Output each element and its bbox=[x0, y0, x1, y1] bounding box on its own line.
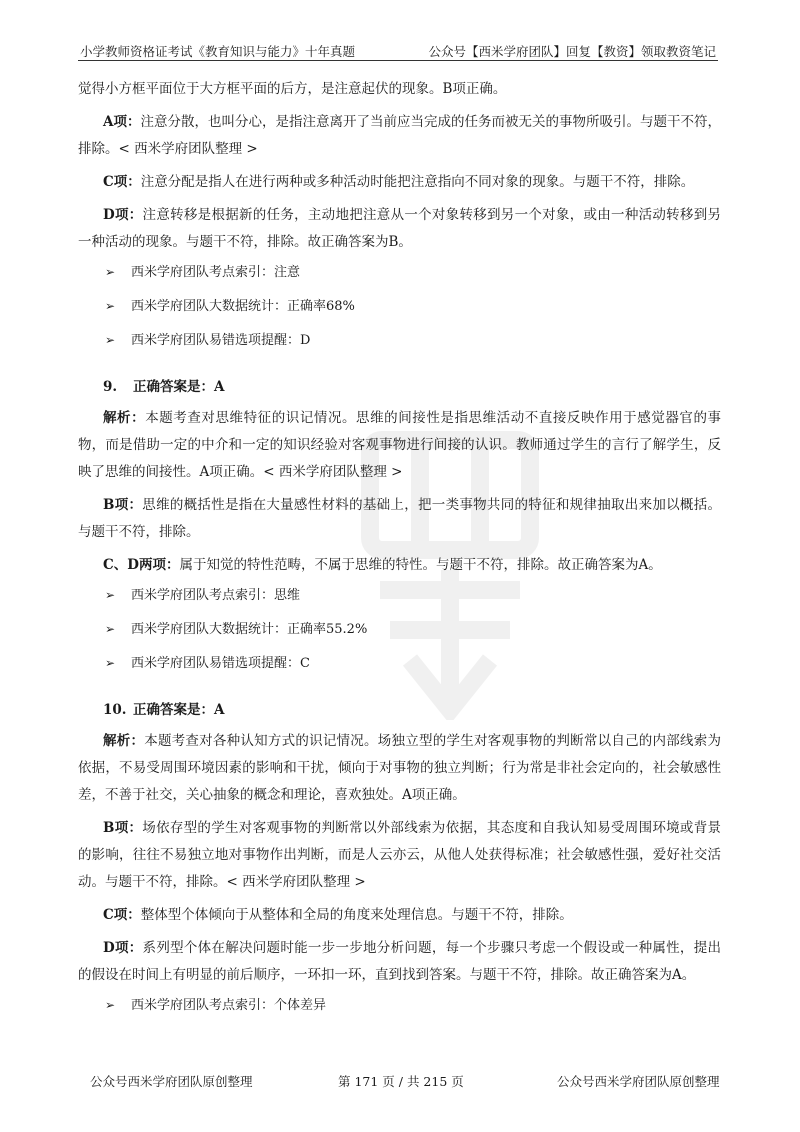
page-header bbox=[78, 40, 718, 61]
page-footer bbox=[0, 1072, 800, 1092]
continuation-paragraph: 觉得小方框平面位于大方框平面的后方，是注意起伏的现象。B项正确。 bbox=[78, 81, 507, 97]
q9-option-b: B项：思维的概括性是指在大量感性材料的基础上，把一类事物共同的特征和规律抽取出来加以概括。与题干不符，排除。 bbox=[78, 497, 722, 540]
question-10-heading: 10. 正确答案是：A bbox=[103, 702, 225, 718]
list-item: ➢ 西米学府团队考点索引：思维 bbox=[105, 585, 721, 606]
q9-option-cd: C、D两项：属于知觉的特性范畴，不属于思维的特性。与题干不符，排除。故正确答案为A。 bbox=[103, 557, 662, 573]
option-a-explanation: A项：注意分散，也叫分心，是指注意离开了当前应当完成的任务而被无关的事物所吸引。与题干不符，排除。< 西米学府团队整理 > bbox=[78, 114, 721, 157]
list-item: ➢ 西米学府团队考点索引：注意 bbox=[105, 262, 721, 283]
arrow-bullet-icon: ➢ bbox=[105, 333, 116, 347]
arrow-bullet-icon: ➢ bbox=[105, 622, 116, 636]
page-content bbox=[78, 76, 721, 1029]
header-title: 小学教师资格证考试《教育知识与能力》十年真题 bbox=[80, 44, 356, 59]
q9-analysis: 解析：本题考查对思维特征的识记情况。思维的间接性是指思维活动不直接反映作用于感觉器官的事物，而是借助一定的中介和一定的知识经验对客观事物进行间接的认识。教师通过学生的言行了解学生，反映了思维的间接性。A项正确。< 西米学府团队整理 > bbox=[78, 410, 722, 480]
list-item: ➢ 西米学府团队考点索引：个体差异 bbox=[105, 995, 721, 1016]
arrow-bullet-icon: ➢ bbox=[105, 998, 116, 1012]
arrow-bullet-icon: ➢ bbox=[105, 265, 116, 279]
list-item: ➢ 西米学府团队大数据统计：正确率55.2% bbox=[105, 619, 721, 640]
footer-right: 公众号西米学府团队原创整理 bbox=[557, 1074, 720, 1089]
q10-option-d: D项：系列型个体在解决问题时能一步一步地分析问题，每一个步骤只考虑一个假设或一种属性，提出的假设在时间上有明显的前后顺序，一环扣一环，直到找到答案。与题干不符，排除。故正确答案为A。 bbox=[78, 940, 721, 983]
list-item: ➢ 西米学府团队易错选项提醒：D bbox=[105, 330, 721, 351]
page-number: 第 171 页 / 共 215 页 bbox=[338, 1074, 464, 1089]
footer-left: 公众号西米学府团队原创整理 bbox=[90, 1074, 253, 1089]
q10-option-c: C项：整体型个体倾向于从整体和全局的角度来处理信息。与题干不符，排除。 bbox=[103, 907, 573, 923]
arrow-bullet-icon: ➢ bbox=[105, 299, 116, 313]
list-item: ➢ 西米学府团队大数据统计：正确率68% bbox=[105, 296, 721, 317]
option-c-explanation: C项：注意分配是指人在进行两种或多种活动时能把注意指向不同对象的现象。与题干不符，排除。 bbox=[103, 174, 695, 190]
q10-option-b: B项：场依存型的学生对客观事物的判断常以外部线索为依据，其态度和自我认知易受周围环境或背景的影响，往往不易独立地对事物作出判断，而是人云亦云，从他人处获得标准；社会敏感性强，爱好社交活动。与题干不符，排除。< 西米学府团队整理 > bbox=[78, 820, 722, 890]
header-promo: 公众号【西米学府团队】回复【教资】领取教资笔记 bbox=[428, 44, 716, 59]
arrow-bullet-icon: ➢ bbox=[105, 588, 116, 602]
q10-analysis: 解析：本题考查对各种认知方式的识记情况。场独立型的学生对客观事物的判断常以自己的内部线索为依据，不易受周围环境因素的影响和干扰，倾向于对事物的独立判断；行为常是非社会定向的，社会敏感性差，不善于社交，关心抽象的概念和理论，喜欢独处。A项正确。 bbox=[78, 733, 722, 803]
arrow-bullet-icon: ➢ bbox=[105, 656, 116, 670]
list-item: ➢ 西米学府团队易错选项提醒：C bbox=[105, 653, 721, 674]
option-d-explanation: D项：注意转移是根据新的任务，主动地把注意从一个对象转移到另一个对象，或由一种活动转移到另一种活动的现象。与题干不符，排除。故正确答案为B。 bbox=[78, 207, 721, 250]
question-9-heading: 9. 正确答案是：A bbox=[103, 379, 225, 395]
